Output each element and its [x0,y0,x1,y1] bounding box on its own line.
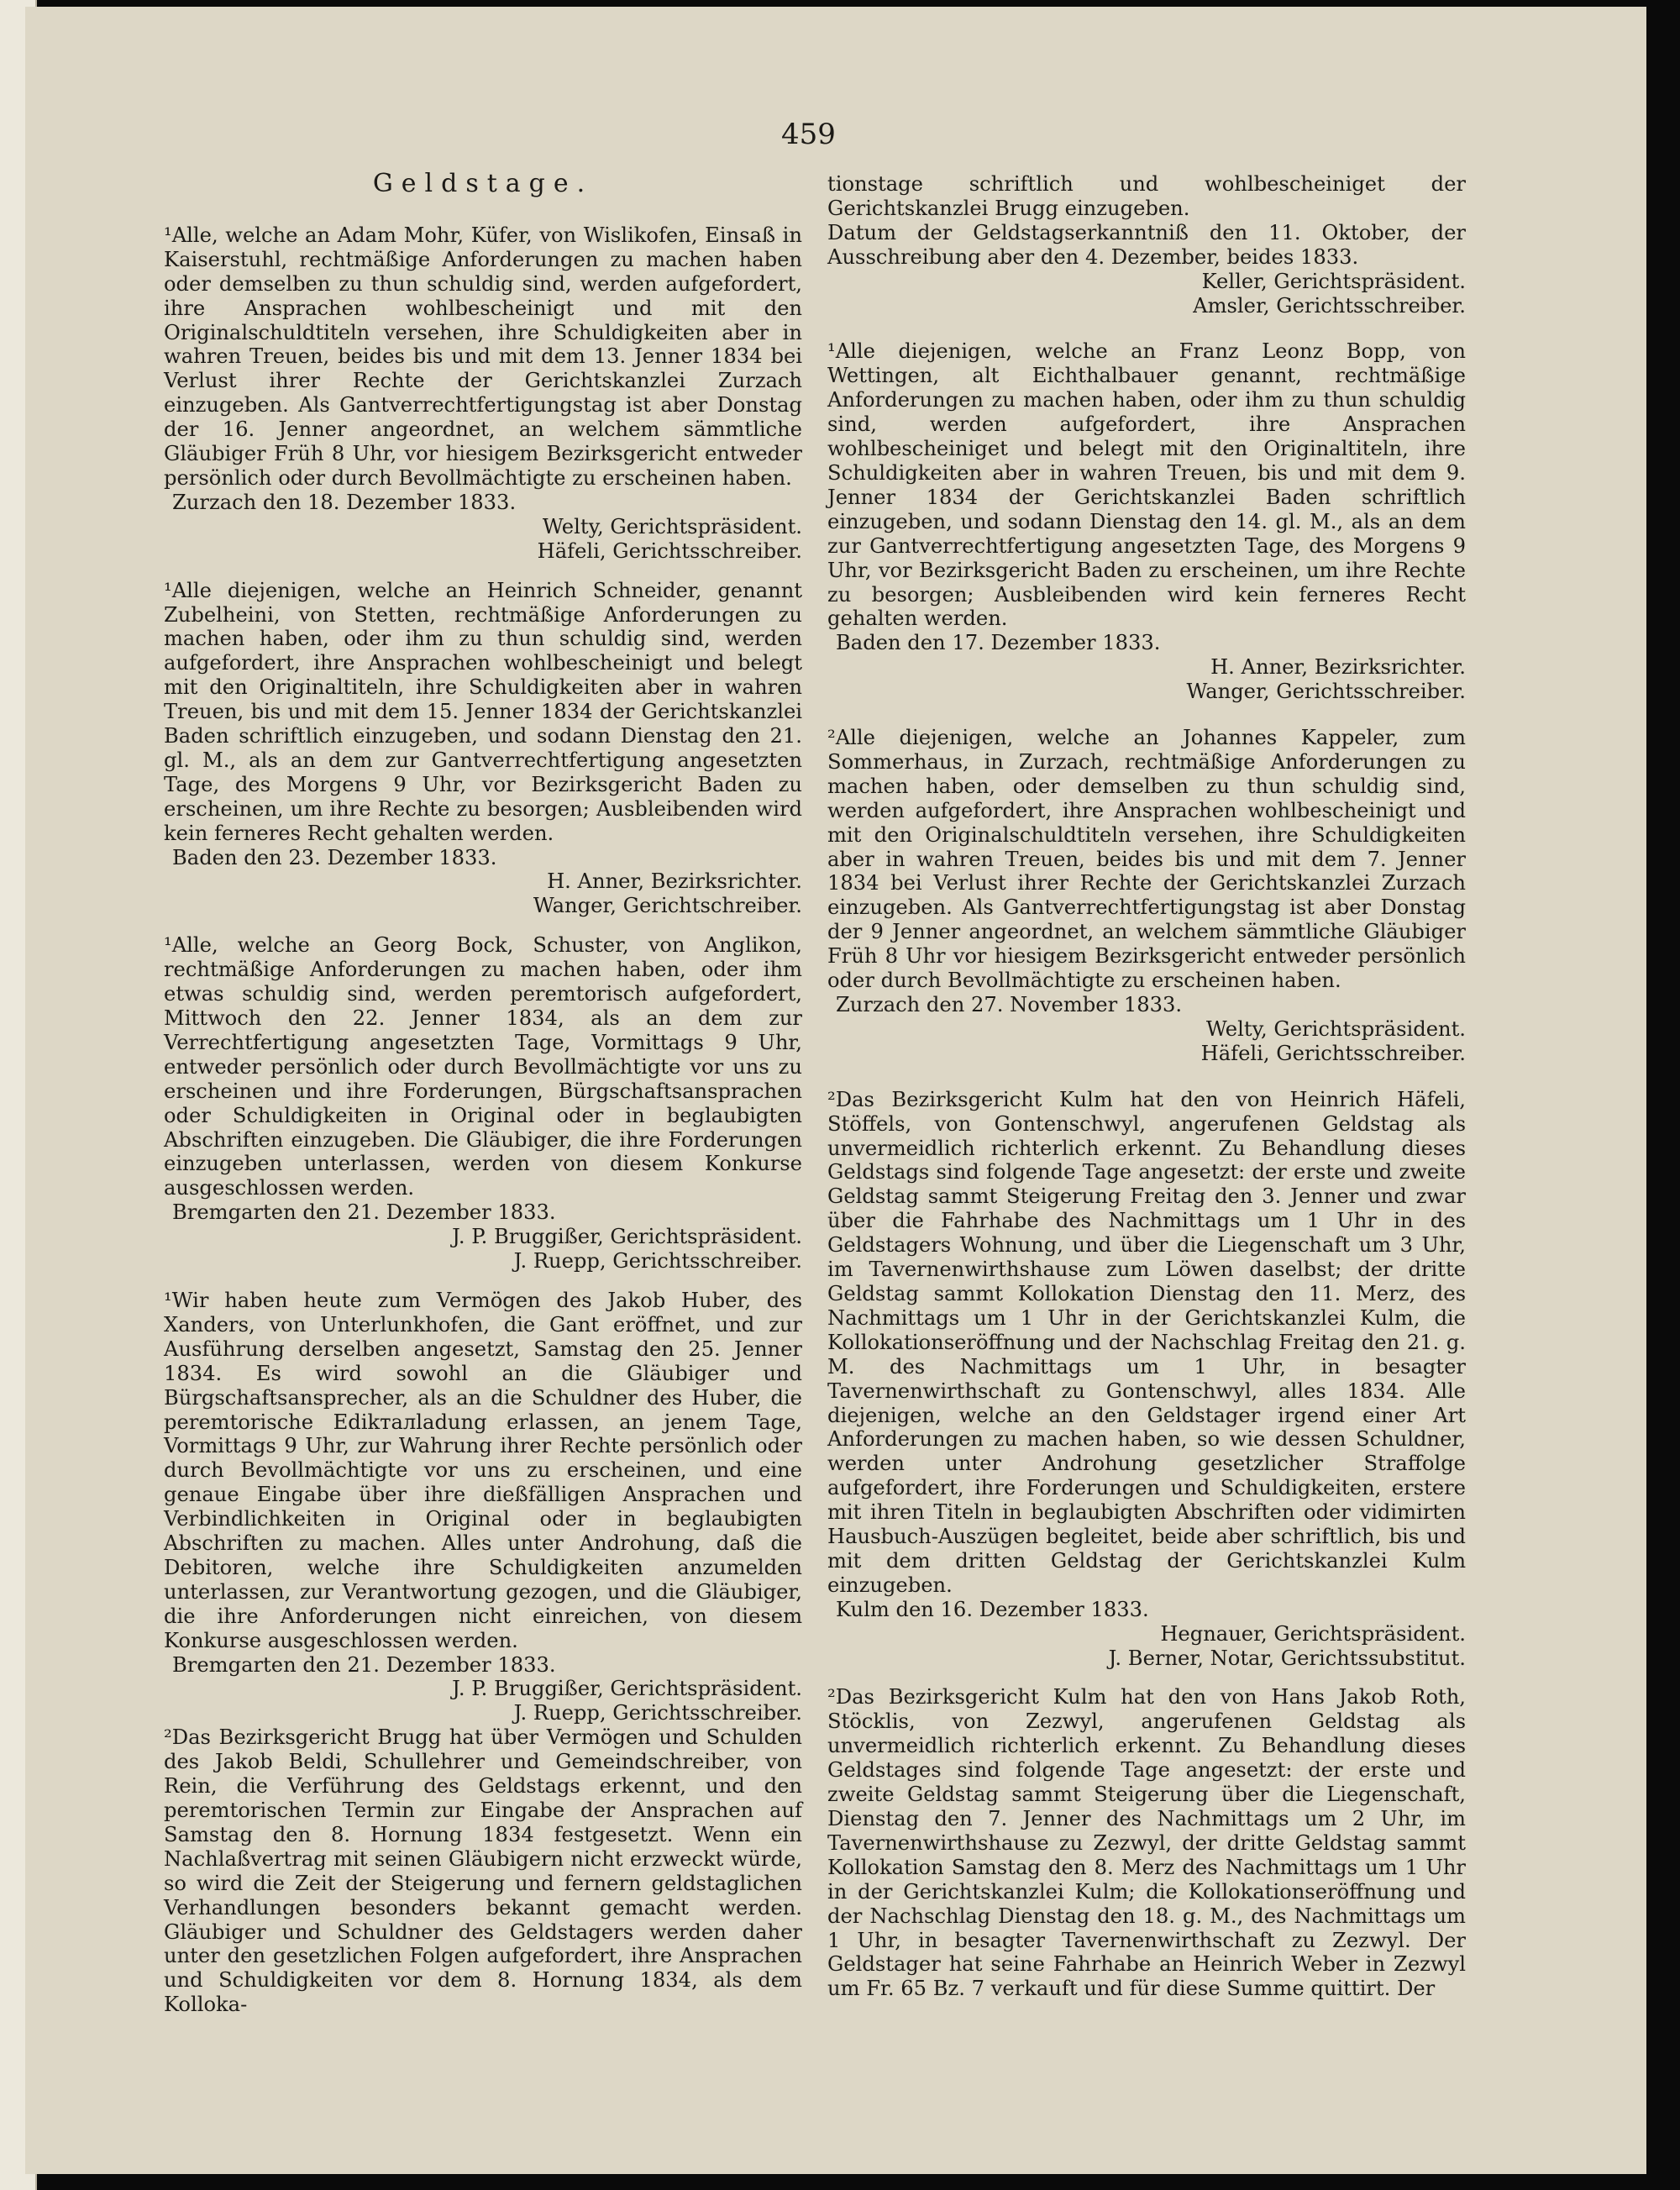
notice-signature: Welty, Gerichtspräsident. [1205,1016,1466,1041]
right-column [827,172,1466,2001]
notice-signature: J. Ruepp, Gerichtsschreiber. [513,1249,802,1274]
notice-place-date: Baden den 23. Dezember 1833. [172,845,497,869]
notice-text: ¹Alle, welche an Georg Bock, Schuster, von Anglikon, rechtmäßige Anforderungen zu machen haben, oder ihm etwas schuldig sind, werden peremtorisch aufgefordert, Mittwoch den 22. Jenner 1834, als an dem zur Verrechtfertigung angesetzten Tage, Vormittags 9 Uhr, entweder persönlich oder durch Bevollmächtigte vor uns zu erscheinen und ihre Forderungen, Bürgschaftsansprachen oder Schuldigkeiten in Original oder in beglaubigten Abschriften einzugeben. Die Gläubiger, die ihre Forderungen einzugeben unterlassen, werden von diesem Konkurse ausgeschlossen werden. [164,933,802,1200]
notice-text: ¹Alle, welche an Adam Mohr, Küfer, von Wislikofen, Einsaß in Kaiserstuhl, rechtmäßige Anforderungen zu machen haben oder demselben zu thun schuldig sind, werden aufgefordert, ihre Ansprachen wohlbescheinigt und mit den Originalschuldtiteln versehen, ihre Schuldigkeiten aber in wahren Treuen, beides bis und mit dem 13. Jenner 1834 bei Verlust ihrer Rechte der Gerichtskanzlei Zurzach einzugeben. Als Gantverrechtfertigungstag ist aber Donstag der 16. Jenner angeordnet, an welchem sämmtliche Gläubiger Früh 8 Uhr, vor hiesigem Bezirksgericht entweder persönlich oder durch Bevollmächtigte zu erscheinen haben. [164,223,802,490]
notice-text: tionstage schriftlich und wohlbescheiniget der Gerichtskanzlei Brugg einzugeben. [827,172,1466,220]
section-heading: Geldstage. [372,169,594,198]
notice [164,933,802,1274]
notice-text: ²Das Bezirksgericht Brugg hat über Vermögen und Schulden des Jakob Beldi, Schullehrer und Gemeindschreiber, von Rein, die Verführung des Geldstags erkennt, und den peremtorischen Termin zur Eingabe der Ansprachen auf Samstag den 8. Hornung 1834 festgesetzt. Wenn ein Nachlaßvertrag mit seinen Gläubigern nicht erzweckt würde, so wird die Zeit der Steigerung und fernern geldstaglichen Verhandlungen besonders bekannt gemacht werden. Gläubiger und Schuldner des Geldstagers werden daher unter den gesetzlichen Folgen aufgefordert, ihre Ansprachen und Schuldigkeiten vor dem 8. Hornung 1834, als dem Kolloka- [164,1725,802,2017]
notice [827,172,1466,318]
notice-signature: H. Anner, Bezirksrichter. [547,869,802,894]
notice-signature: H. Anner, Bezirksrichter. [1210,655,1466,680]
left-column [164,169,802,2017]
notice [827,1685,1466,2001]
notice-signature: Häfeli, Gerichtsschreiber. [1200,1041,1466,1065]
notice [827,339,1466,704]
notice-place-date: Kulm den 16. Dezember 1833. [836,1597,1149,1621]
notice-place-date: Zurzach den 27. November 1833. [836,993,1183,1016]
notice-signature: J. Berner, Notar, Gerichtssubstitut. [1108,1646,1466,1670]
notice-signature: Wanger, Gerichtsschreiber. [1186,680,1466,704]
notice-signature: J. P. Bruggißer, Gerichtspräsident. [452,1677,802,1701]
notice-place-date: Bremgarten den 21. Dezember 1833. [172,1200,556,1225]
notice-extra-text: Datum der Geldstagserkanntniß den 11. Oktober, der Ausschreibung aber den 4. Dezember, beides 1833. [827,220,1466,269]
notice [827,1088,1466,1671]
notice [164,579,802,919]
notice-text: ²Alle diejenigen, welche an Johannes Kappeler, zum Sommerhaus, in Zurzach, rechtmäßige Anforderungen zu machen haben, oder demselben zu thun schuldig sind, werden aufgefordert, ihre Ansprachen wohlbescheinigt und mit den Originalschuldtiteln versehen, ihre Schuldigkeiten aber in wahren Treuen, beides bis und mit dem 7. Jenner 1834 bei Verlust ihrer Rechte der Gerichtskanzlei Zurzach einzugeben. Als Gantverrechtfertigungstag ist aber Donstag der 9 Jenner angeordnet, an welchem sämmtliche Gläubiger Früh 8 Uhr vor hiesigem Bezirksgericht entweder persönlich oder durch Bevollmächtigte zu erscheinen haben. [827,726,1466,993]
notice-signature: Amsler, Gerichtsschreiber. [1193,293,1466,318]
notice-place-date: Zurzach den 18. Dezember 1833. [172,490,517,514]
notice-signature: Hegnauer, Gerichtspräsident. [1160,1621,1466,1646]
notice-place-date: Bremgarten den 21. Dezember 1833. [172,1652,556,1677]
notice-text: ¹Alle diejenigen, welche an Franz Leonz Bopp, von Wettingen, alt Eichthalbauer genannt, rechtmäßige Anforderungen zu machen haben, oder ihm zu thun schuldig sind, werden aufgefordert, ihre Ansprachen wohlbescheiniget und belegt mit den Originaltiteln, ihre Schuldigkeiten aber in wahren Treuen, bis und mit dem 9. Jenner 1834 der Gerichtskanzlei Baden schriftlich einzugeben, und sodann Dienstag den 14. gl. M., als an dem zur Gantverrechtfertigung angesetzten Tage, des Morgens 9 Uhr, vor Bezirksgericht Baden zu erscheinen, um ihre Rechte zu besorgen; Ausbleibenden wird kein ferneres Recht gehalten werden. [827,339,1466,631]
notice-text: ¹Wir haben heute zum Vermögen des Jakob Huber, des Xanders, von Unterlunkhofen, die Gant eröffnet, und zur Ausführung derselben angesetzt, Samstag den 25. Jenner 1834. Es wird sowohl an die Gläubiger und Bürgschaftsansprecher, als an die Schuldner des Huber, die peremtorische Edikталladung erlassen, an jenem Tage, Vormittags 9 Uhr, zur Wahrung ihrer Rechte persönlich oder durch Bevollmächtigte vor uns zu erscheinen, und eine genaue Eingabe über ihre dießfälligen Ansprachen und Verbindlichkeiten in Original oder in beglaubigten Abschriften zu machen. Alles unter Androhung, daß die Debitoren, welche ihre Schuldigkeiten anzumelden unterlassen, zur Verantwortung gezogen, und die Gläubiger, die ihre Anforderungen nicht einreichen, von diesem Konkurse ausgeschlossen werden. [164,1288,802,1652]
notice-text: ²Das Bezirksgericht Kulm hat den von Heinrich Häfeli, Stöffels, von Gontenschwyl, angerufenen Geldstag als unvermeidlich richterlich erkennt. Zu Behandlung dieses Geldstags sind folgende Tage angesetzt: der erste und zweite Geldstag sammt Steigerung Freitag den 3. Jenner und zwar über die Fahrhabe des Nachmittags um 1 Uhr in des Geldstagers Wohnung, und über die Liegenschaft um 3 Uhr, im Tavernenwirthshause zum Löwen daselbst; der dritte Geldstag sammt Kollokation Dienstag den 11. Merz, des Nachmittags um 1 Uhr in der Gerichtskanzlei Kulm, die Kollokationseröffnung und der Nachschlag Freitag den 21. g. M. des Nachmittags um 1 Uhr, in besagter Tavernenwirthschaft zu Gontenschwyl, alles 1834. Alle diejenigen, welche an den Geldstager irgend einer Art Anforderungen zu machen haben, so wie dessen Schuldner, werden unter Androhung gesetzlicher Straffolge aufgefordert, ihre Forderungen und Schuldigkeiten, erstere mit ihren Titeln in beglaubigten Abschriften oder vidimirten Hausbuch-Auszügen begleitet, beide aber schriftlich, bis und mit dem dritten Geldstag der Gerichtskanzlei Kulm einzugeben. [827,1087,1466,1597]
notice-signature: J. Ruepp, Gerichtsschreiber. [513,1701,802,1725]
notice [164,1289,802,1725]
notice-text: ¹Alle diejenigen, welche an Heinrich Schneider, genannt Zubelheini, von Stetten, rechtmäßige Anforderungen zu machen haben, oder ihm zu thun schuldig sind, werden aufgefordert, ihre Ansprachen wohlbescheinigt und belegt mit den Originaltiteln, ihre Schuldigkeiten aber in wahren Treuen, bis und mit dem 15. Jenner 1834 der Gerichtskanzlei Baden schriftlich einzugeben, und sodann Dienstag den 21. gl. M., als an dem zur Gantverrechtfertigung angesetzten Tage, des Morgens 9 Uhr, vor Bezirksgericht Baden zu erscheinen, um ihre Rechte zu besorgen; Ausbleibenden wird kein ferneres Recht gehalten werden. [164,578,802,845]
notice-signature: Welty, Gerichtspräsident. [542,514,802,538]
page-number: 459 [781,118,836,151]
notice [164,223,802,564]
notice-signature: Wanger, Gerichtschreiber. [533,894,802,918]
notice-place-date: Baden den 17. Dezember 1833. [836,631,1161,655]
notice-signature: Häfeli, Gerichtsschreiber. [537,538,802,563]
notice-signature: Keller, Gerichtspräsident. [1201,269,1466,293]
notice [164,1725,802,2017]
notice-text: ²Das Bezirksgericht Kulm hat den von Hans Jakob Roth, Stöcklis, von Zezwyl, angerufenen Geldstag als unvermeidlich richterlich erkennt. Zu Behandlung dieses Geldstages sind folgende Tage angesetzt: der erste und zweite Geldstag sammt Steigerung über die Liegenschaft, Dienstag den 7. Jenner des Nachmittags um 2 Uhr, im Tavernenwirthshause zu Zezwyl, der dritte Geldstag sammt Kollokation Samstag den 8. Merz des Nachmittags um 1 Uhr in der Gerichtskanzlei Kulm; die Kollokationseröffnung und der Nachschlag Dienstag den 18. g. M., des Nachmittags um 1 Uhr, in besagter Tavernenwirthschaft zu Zezwyl. Der Geldstager hat seine Fahrhabe an Heinrich Weber in Zezwyl um Fr. 65 Bz. 7 verkauft und für diese Summe quittirt. Der [827,1685,1466,2001]
notice-signature: J. P. Bruggißer, Gerichtspräsident. [452,1225,802,1249]
notice [827,726,1466,1066]
